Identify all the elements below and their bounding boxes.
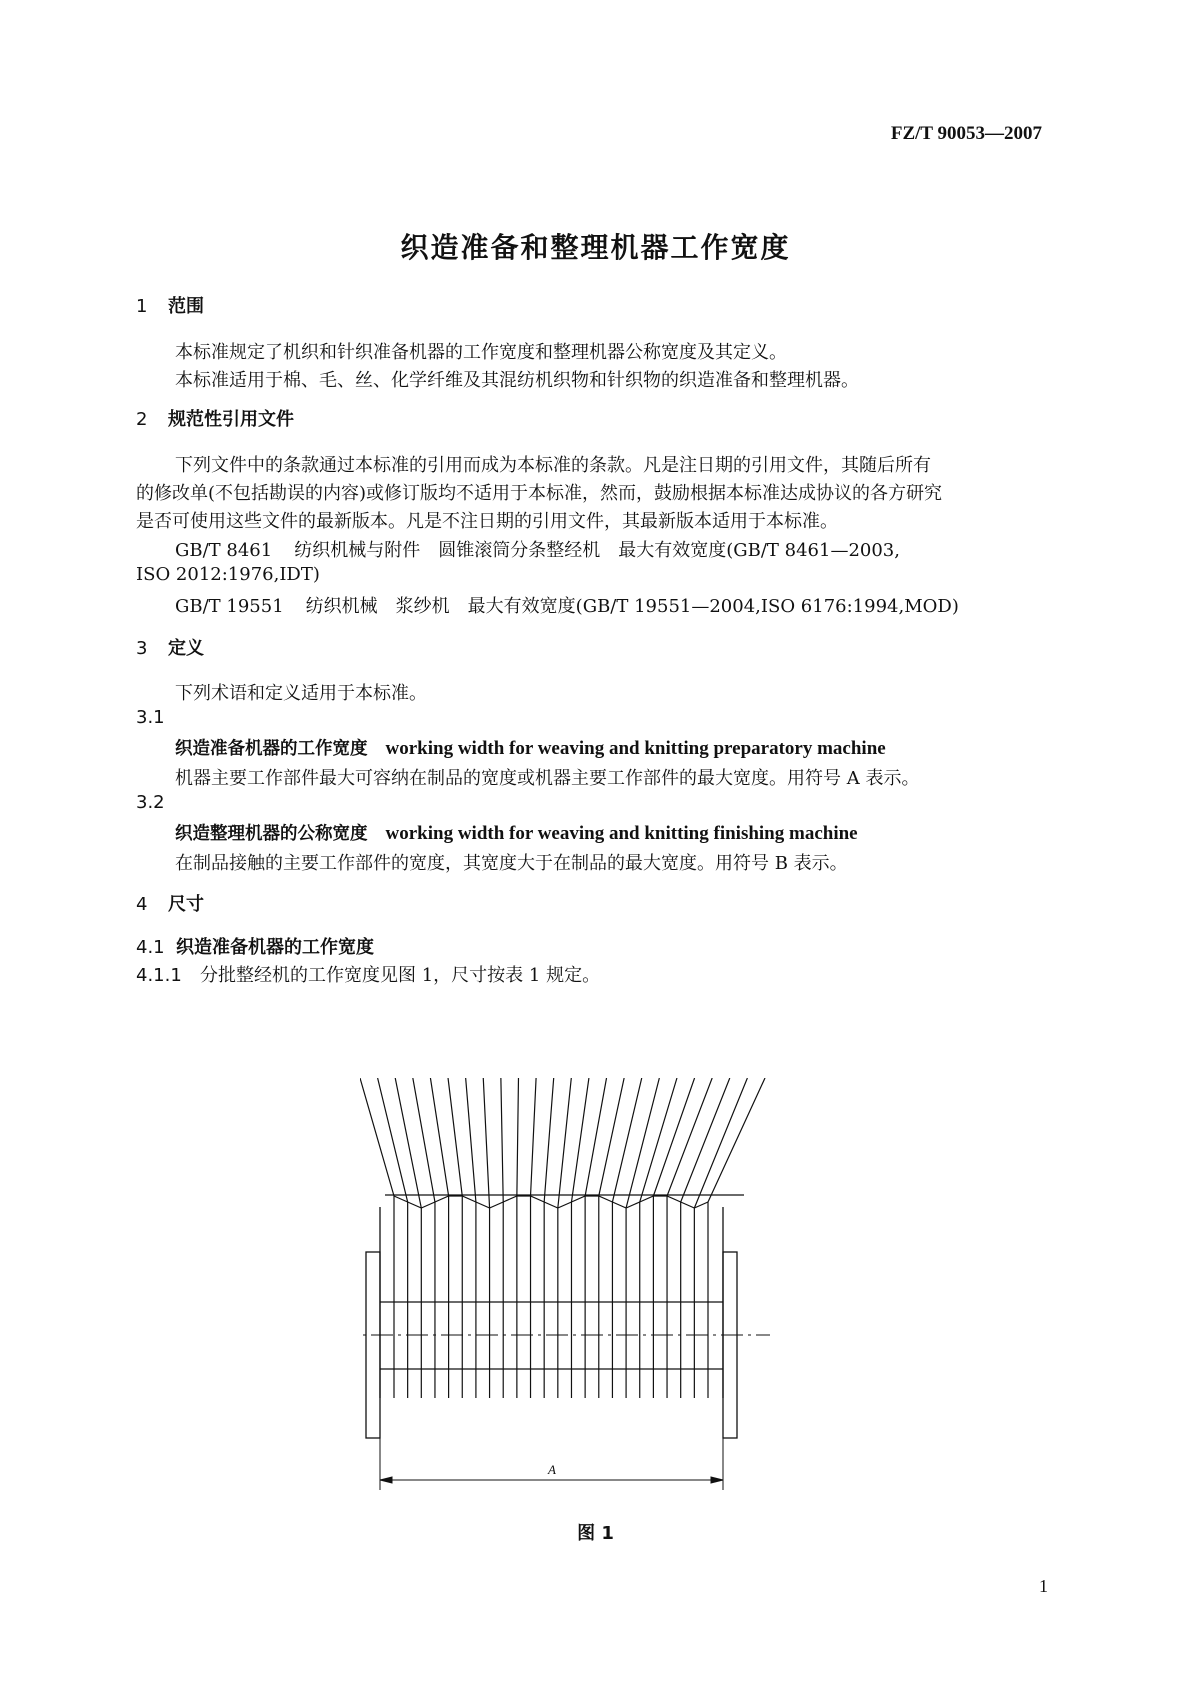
- warp-yarn-line: [558, 1078, 571, 1398]
- warp-yarn-line: [395, 1078, 421, 1398]
- section-number: 1: [136, 296, 148, 317]
- section-2-paragraph-line-2: 的修改单(不包括勘误的内容)或修订版均不适用于本标准，然而，鼓励根据本标准达成协议的各方研究: [136, 483, 943, 504]
- section-number: 3: [136, 638, 148, 659]
- page-number: 1: [1039, 1576, 1048, 1596]
- dimension-a: [380, 1398, 723, 1490]
- term-chinese: 织造准备机器的工作宽度: [175, 739, 368, 759]
- warp-yarn-line: [640, 1078, 677, 1398]
- term-english: working width for weaving and knitting preparatory machine: [385, 738, 886, 759]
- warp-yarn-line: [378, 1078, 408, 1398]
- section-number: 4: [136, 894, 148, 915]
- comb-zigzag-line: [394, 1196, 708, 1208]
- reference-1-line-2: ISO 2012:1976,IDT): [136, 564, 320, 585]
- right-flange: [723, 1252, 737, 1438]
- section-1-heading: [136, 292, 204, 318]
- section-number: 2: [136, 409, 148, 430]
- clause-3-1-term: [175, 735, 886, 760]
- warp-yarn-lines: [360, 1078, 765, 1398]
- clause-number: 4.1.1: [136, 965, 182, 986]
- figure-1-warping-machine-diagram: [360, 1078, 840, 1508]
- arrow-left: [380, 1477, 392, 1483]
- clause-3-1-number: 3.1: [136, 707, 165, 728]
- warp-yarn-line: [612, 1078, 641, 1398]
- section-4-heading: [136, 890, 204, 916]
- clause-text: 分批整经机的工作宽度见图 1，尺寸按表 1 规定。: [200, 965, 601, 986]
- section-3-heading: [136, 634, 204, 660]
- clause-3-2-term: [175, 820, 858, 845]
- warp-yarn-line: [694, 1078, 747, 1398]
- section-title: 范围: [168, 296, 204, 317]
- clause-number: 4.1: [136, 937, 165, 958]
- warp-yarn-line: [571, 1078, 588, 1398]
- section-title: 定义: [168, 638, 204, 659]
- reference-code: GB/T 19551: [175, 596, 284, 617]
- warp-yarn-line: [531, 1078, 537, 1398]
- warp-yarn-line: [430, 1078, 448, 1398]
- section-1-paragraph-2: 本标准适用于棉、毛、丝、化学纤维及其混纺机织物和针织物的织造准备和整理机器。: [175, 370, 859, 391]
- section-2-paragraph-line-3: 是否可使用这些文件的最新版本。凡是不注日期的引用文件，其最新版本适用于本标准。: [136, 511, 838, 532]
- reference-text: 纺织机械与附件 圆锥滚筒分条整经机 最大有效宽度(GB/T 8461—2003,: [294, 540, 900, 561]
- clause-3-1-definition: 机器主要工作部件最大可容纳在制品的宽度或机器主要工作部件的最大宽度。用符号 A 表示。: [175, 768, 920, 789]
- clause-4-1-heading: [136, 933, 374, 959]
- warp-yarn-line: [544, 1078, 554, 1398]
- warp-yarn-line: [626, 1078, 659, 1398]
- warp-yarn-line: [517, 1078, 519, 1398]
- clause-4-1-1: [136, 961, 600, 987]
- section-title: 尺寸: [168, 894, 204, 915]
- clause-3-2-definition: 在制品接触的主要工作部件的宽度，其宽度大于在制品的最大宽度。用符号 B 表示。: [175, 853, 848, 874]
- warp-yarn-line: [448, 1078, 462, 1398]
- warp-yarn-line: [599, 1078, 624, 1398]
- warp-yarn-line: [585, 1078, 606, 1398]
- reference-code: GB/T 8461: [175, 540, 273, 561]
- term-chinese: 织造整理机器的公称宽度: [175, 824, 368, 844]
- clause-3-2-number: 3.2: [136, 792, 165, 813]
- section-2-paragraph-line-1: 下列文件中的条款通过本标准的引用而成为本标准的条款。凡是注日期的引用文件，其随后所有: [175, 455, 931, 476]
- warp-yarn-line: [483, 1078, 489, 1398]
- warp-yarn-line: [466, 1078, 476, 1398]
- term-english: working width for weaving and knitting finishing machine: [385, 823, 858, 844]
- section-1-paragraph-1: 本标准规定了机织和针织准备机器的工作宽度和整理机器公称宽度及其定义。: [175, 342, 787, 363]
- standard-number: FZ/T 90053—2007: [890, 123, 1042, 144]
- figure-caption: 图 1: [577, 1523, 614, 1544]
- section-3-paragraph: 下列术语和定义适用于本标准。: [175, 683, 427, 704]
- warp-yarn-line: [653, 1078, 694, 1398]
- reference-1-line-1: [175, 536, 900, 562]
- warp-yarn-line: [413, 1078, 435, 1398]
- arrow-right: [711, 1477, 723, 1483]
- warp-yarn-line: [501, 1078, 503, 1398]
- section-title: 规范性引用文件: [168, 409, 294, 430]
- reference-text: 纺织机械 浆纱机 最大有效宽度(GB/T 19551—2004,ISO 6176:1994,MOD): [305, 596, 959, 617]
- section-2-heading: [136, 405, 294, 431]
- warp-yarn-line: [667, 1078, 712, 1398]
- clause-title: 织造准备机器的工作宽度: [176, 937, 374, 958]
- reference-2: [175, 592, 959, 618]
- document-title: 织造准备和整理机器工作宽度: [400, 231, 791, 264]
- left-flange: [366, 1252, 380, 1438]
- dimension-label: A: [548, 1462, 556, 1477]
